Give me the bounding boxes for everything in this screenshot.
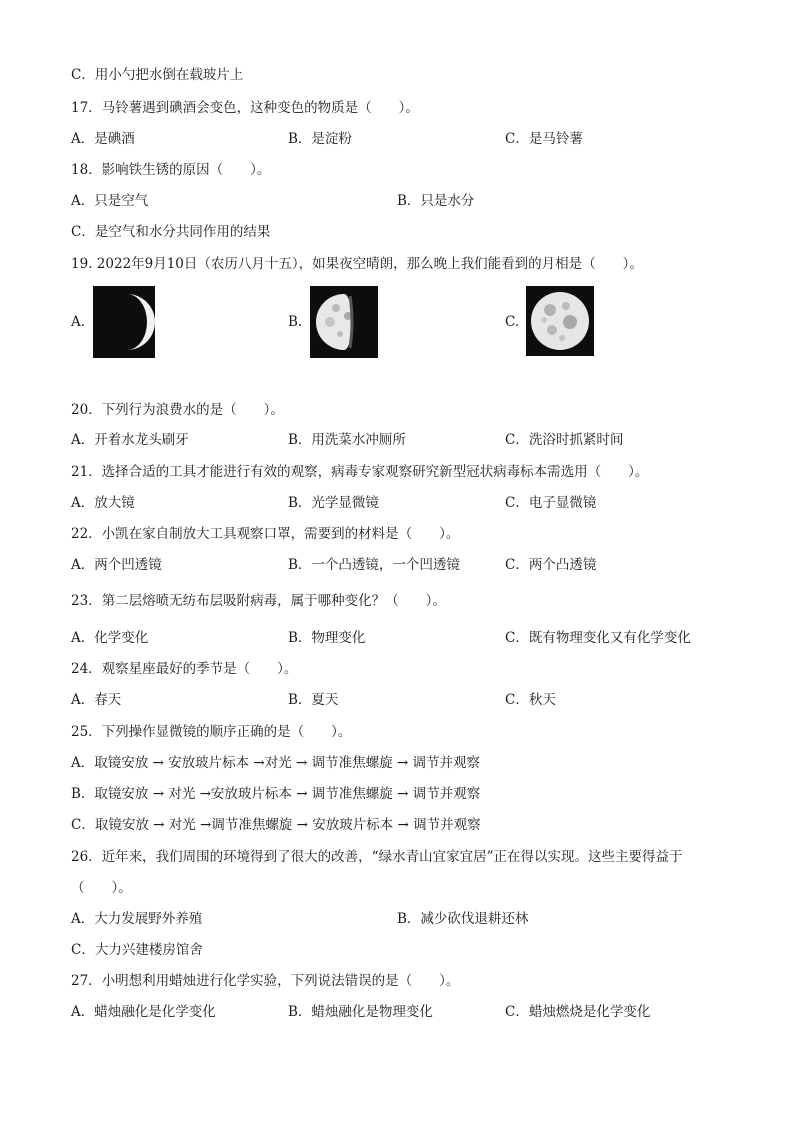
q21-stem: 21．选择合适的工具才能进行有效的观察，病毒专家观察研究新型冠状病毒标本需选用（ ）。 bbox=[71, 464, 649, 480]
q18-option-c: C．是空气和水分共同作用的结果 bbox=[71, 224, 271, 240]
q23-option-b: B．物理变化 bbox=[288, 630, 366, 646]
q19-option-b: B. bbox=[288, 314, 303, 330]
q24-option-c: C．秋天 bbox=[505, 692, 556, 708]
q26-option-c: C．大力兴建楼房馆舍 bbox=[71, 942, 203, 958]
crescent-moon-image bbox=[93, 286, 155, 358]
q23-option-a: A．化学变化 bbox=[71, 630, 149, 646]
q27-option-b: B．蜡烛融化是物理变化 bbox=[288, 1004, 433, 1020]
q23-stem: 23．第二层熔喷无纺布层吸附病毒，属于哪种变化？（ ）。 bbox=[71, 593, 446, 609]
q24-stem: 24．观察星座最好的季节是（ ）。 bbox=[71, 661, 298, 677]
q20-option-a: A．开着水龙头刷牙 bbox=[71, 432, 189, 448]
q26-stem: 26．近年来，我们周围的环境得到了很大的改善，“绿水青山宜家宜居”正在得以实现。这些主要得益于 bbox=[71, 849, 683, 865]
q17-option-b: B．是淀粉 bbox=[288, 131, 352, 147]
full-moon-image bbox=[526, 286, 594, 356]
q22-stem: 22．小凯在家自制放大工具观察口罩，需要到的材料是（ ）。 bbox=[71, 526, 460, 542]
q25-stem: 25．下列操作显微镜的顺序正确的是（ ）。 bbox=[71, 724, 352, 740]
q27-option-c: C．蜡烛燃烧是化学变化 bbox=[505, 1004, 651, 1020]
q17-option-a: A．是碘酒 bbox=[71, 131, 135, 147]
q25-option-c: C．取镜安放 → 对光 →调节准焦螺旋 → 安放玻片标本 → 调节并观察 bbox=[71, 817, 481, 833]
q24-option-a: A．春天 bbox=[71, 692, 122, 708]
q22-option-a: A．两个凹透镜 bbox=[71, 557, 162, 573]
q25-option-b: B．取镜安放 → 对光 →安放玻片标本 → 调节准焦螺旋 → 调节并观察 bbox=[71, 786, 481, 802]
q21-option-b: B．光学显微镜 bbox=[288, 495, 379, 511]
q18-option-b: B．只是水分 bbox=[397, 193, 475, 209]
q27-stem: 27．小明想利用蜡烛进行化学实验，下列说法错误的是（ ）。 bbox=[71, 973, 460, 989]
q27-option-a: A．蜡烛融化是化学变化 bbox=[71, 1004, 216, 1020]
q20-option-c: C．洗浴时抓紧时间 bbox=[505, 432, 624, 448]
q19-option-a: A. bbox=[71, 314, 86, 330]
q24-option-b: B．夏天 bbox=[288, 692, 339, 708]
q26-option-b: B．减少砍伐退耕还林 bbox=[397, 911, 529, 927]
q25-option-a: A．取镜安放 → 安放玻片标本 →对光 → 调节准焦螺旋 → 调节并观察 bbox=[71, 755, 481, 771]
q26-stem-continuation: （ ）。 bbox=[71, 880, 132, 896]
q17-stem: 17．马铃薯遇到碘酒会变色，这种变色的物质是（ ）。 bbox=[71, 100, 419, 116]
q21-option-c: C．电子显微镜 bbox=[505, 495, 597, 511]
q20-stem: 20．下列行为浪费水的是（ ）。 bbox=[71, 402, 284, 418]
q18-stem: 18．影响铁生锈的原因（ ）。 bbox=[71, 162, 271, 178]
q19-option-c: C. bbox=[505, 314, 520, 330]
q23-option-c: C．既有物理变化又有化学变化 bbox=[505, 630, 691, 646]
gibbous-moon-image bbox=[310, 286, 378, 358]
q18-option-a: A．只是空气 bbox=[71, 193, 149, 209]
q22-option-b: B．一个凸透镜，一个凹透镜 bbox=[288, 557, 460, 573]
q17-option-c: C．是马铃薯 bbox=[505, 131, 583, 147]
q22-option-c: C．两个凸透镜 bbox=[505, 557, 597, 573]
q21-option-a: A．放大镜 bbox=[71, 495, 135, 511]
q26-option-a: A．大力发展野外养殖 bbox=[71, 911, 203, 927]
q19-stem: 19. 2022年9月10日（农历八月十五），如果夜空晴朗，那么晚上我们能看到的月相是（ ）。 bbox=[71, 256, 643, 272]
q16-option-c: C．用小勺把水倒在载玻片上 bbox=[71, 67, 244, 83]
q20-option-b: B．用洗菜水冲厕所 bbox=[288, 432, 406, 448]
